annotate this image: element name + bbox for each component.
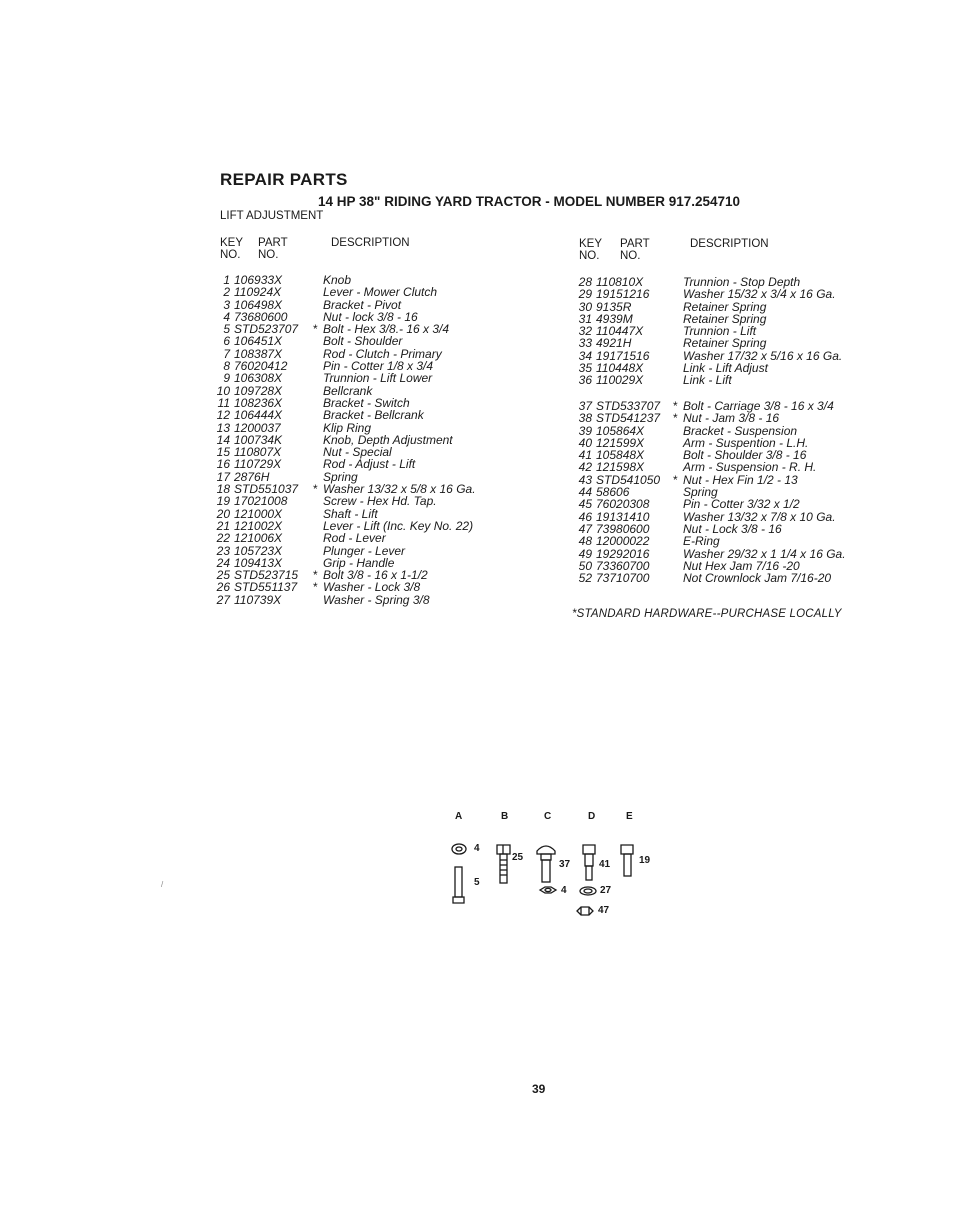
part-key-number: 20 <box>216 506 230 521</box>
part-number: 4921H <box>596 336 632 351</box>
part-key-number: 39 <box>578 423 592 438</box>
part-description: Bracket - Suspension <box>683 423 798 438</box>
part-description: Arm - Suspention - L.H. <box>683 435 809 450</box>
part-number: 17021008 <box>234 494 288 509</box>
part-number: 19151216 <box>596 287 650 302</box>
part-key-number: 42 <box>578 460 592 475</box>
part-description: Spring <box>323 469 358 484</box>
part-number: 110729X <box>234 457 282 472</box>
diagram-callout-c-bottom: 4 <box>561 885 567 896</box>
part-key-number: 7 <box>223 346 230 361</box>
part-description: Bolt - Shoulder 3/8 - 16 <box>683 448 807 463</box>
part-description: Trunnion - Lift <box>683 324 757 339</box>
part-key-number: 10 <box>216 383 230 398</box>
part-description: Lever - Mower Clutch <box>323 285 438 300</box>
diagram-label-b: B <box>501 811 509 822</box>
part-key-number: 13 <box>216 420 230 435</box>
part-description: Trunnion - Lift Lower <box>323 371 433 386</box>
part-number: 105864X <box>596 423 645 438</box>
diagram-callout-e: 19 <box>639 855 651 866</box>
part-number: 9135R <box>596 299 632 314</box>
part-number: 106498X <box>234 297 283 312</box>
part-number: 2876H <box>234 469 270 484</box>
part-description: Bellcrank <box>323 383 373 398</box>
diagram-label-e: E <box>626 811 633 822</box>
part-key-number: 31 <box>578 311 592 326</box>
part-description: Retainer Spring <box>683 311 767 326</box>
part-number: 121599X <box>596 435 645 450</box>
part-description: Nut - lock 3/8 - 16 <box>323 309 418 324</box>
part-key-number: 2 <box>223 285 230 300</box>
part-number: STD533707 <box>596 399 661 413</box>
part-key-number: 21 <box>216 518 230 533</box>
part-number: 73680600 <box>234 309 288 324</box>
header-part-no: NO. <box>620 250 641 262</box>
part-number: 109413X <box>234 555 283 570</box>
table-row <box>574 461 874 473</box>
part-description: E-Ring <box>683 534 720 549</box>
part-number: 121002X <box>234 518 283 533</box>
standard-hardware-mark: * <box>313 580 318 595</box>
left-column-header <box>220 237 520 263</box>
part-key-number: 50 <box>578 558 592 573</box>
part-key-number: 9 <box>223 371 230 386</box>
part-description: Retainer Spring <box>683 336 767 351</box>
part-description: Bolt - Hex 3/8.- 16 x 3/4 <box>323 322 450 337</box>
spring-washer-icon <box>580 887 596 895</box>
part-key-number: 36 <box>578 373 592 388</box>
part-description: Bracket - Bellcrank <box>323 408 424 423</box>
table-row <box>574 498 874 510</box>
table-row <box>214 545 514 557</box>
part-number: 108236X <box>234 395 283 410</box>
part-key-number: 5 <box>223 322 230 337</box>
part-description: Washer 15/32 x 3/4 x 16 Ga. <box>683 287 836 302</box>
part-description: Spring <box>683 485 718 500</box>
part-key-number: 41 <box>578 448 592 463</box>
part-number: 110447X <box>596 324 644 339</box>
part-key-number: 22 <box>216 531 230 546</box>
table-row <box>214 532 514 544</box>
part-description: Bracket - Switch <box>323 395 410 410</box>
table-row <box>214 495 514 507</box>
part-description: Lever - Lift (Inc. Key No. 22) <box>323 518 474 533</box>
diagram-label-a: A <box>455 811 463 822</box>
part-number: 19171516 <box>596 348 650 363</box>
part-description: Klip Ring <box>323 420 372 435</box>
part-key-number: 47 <box>578 521 592 536</box>
part-key-number: 15 <box>216 445 230 460</box>
part-number: 121598X <box>596 460 645 475</box>
part-key-number: 23 <box>216 543 230 558</box>
part-number: 105848X <box>596 448 645 463</box>
part-description: Bracket - Pivot <box>323 297 402 312</box>
hardware-drawings <box>440 805 670 935</box>
part-key-number: 16 <box>216 457 230 472</box>
page-number: 39 <box>532 1082 546 1096</box>
table-row <box>574 535 874 547</box>
part-description: Knob, Depth Adjustment <box>323 432 453 447</box>
part-number: 110739X <box>234 592 282 607</box>
part-key-number: 38 <box>578 411 592 426</box>
part-key-number: 46 <box>578 509 592 524</box>
part-number: STD523707 <box>234 322 299 337</box>
part-description: Pin - Cotter 3/32 x 1/2 <box>683 497 800 512</box>
table-row <box>214 581 514 593</box>
part-number: 106444X <box>234 408 283 423</box>
part-key-number: 18 <box>216 482 230 497</box>
part-description: Nut - Jam 3/8 - 16 <box>683 411 780 426</box>
part-key-number: 27 <box>216 592 230 607</box>
part-number: 58606 <box>596 485 630 500</box>
part-key-number: 35 <box>578 361 592 376</box>
part-key-number: 8 <box>223 359 230 374</box>
page-title: REPAIR PARTS <box>220 170 348 189</box>
part-description: Arm - Suspension - R. H. <box>683 460 817 475</box>
part-description: Plunger - Lever <box>323 543 406 558</box>
part-key-number: 25 <box>216 568 230 583</box>
part-description: Pin - Cotter 1/8 x 3/4 <box>323 359 434 374</box>
table-row <box>214 335 514 347</box>
standard-hardware-mark: * <box>313 322 318 337</box>
part-number: 110807X <box>234 445 282 460</box>
standard-hardware-note: *STANDARD HARDWARE--PURCHASE LOCALLY <box>572 608 842 620</box>
diagram-callout-b: 25 <box>512 852 524 863</box>
part-number: 105723X <box>234 543 283 558</box>
part-key-number: 30 <box>578 299 592 314</box>
part-description: Washer - Spring 3/8 <box>323 592 430 607</box>
table-row <box>574 374 874 386</box>
part-number: STD523715 <box>234 568 299 583</box>
part-description: Rod - Lever <box>323 531 386 546</box>
header-key: KEY <box>220 237 244 249</box>
part-number: 106933X <box>234 273 283 287</box>
standard-hardware-mark: * <box>673 472 678 487</box>
shoulder-bolt-icon <box>583 845 595 880</box>
diagram-callout-d-bottom2: 47 <box>598 905 610 916</box>
part-number: STD541050 <box>596 472 661 487</box>
header-description: DESCRIPTION <box>690 238 769 250</box>
hardware-diagram <box>440 805 670 935</box>
part-description: Washer 13/32 x 5/8 x 16 Ga. <box>323 482 476 497</box>
header-part: PART <box>258 237 288 249</box>
part-number: 106451X <box>234 334 283 349</box>
part-key-number: 6 <box>223 334 230 349</box>
carriage-bolt-icon <box>537 846 555 882</box>
part-key-number: 43 <box>578 472 592 487</box>
part-description: Washer 17/32 x 5/16 x 16 Ga. <box>683 348 843 363</box>
part-number: 73360700 <box>596 558 650 573</box>
part-description: Nut - Lock 3/8 - 16 <box>683 521 782 536</box>
lock-washer-icon <box>452 844 466 854</box>
standard-hardware-mark: * <box>673 411 678 426</box>
table-row <box>574 572 874 584</box>
part-description: Washer - Lock 3/8 <box>323 580 421 595</box>
diagram-callout-c-top: 37 <box>559 859 571 870</box>
bolt-icon <box>497 845 510 883</box>
part-number: 121006X <box>234 531 283 546</box>
part-key-number: 28 <box>578 275 592 289</box>
table-row <box>214 286 514 298</box>
part-number: 19292016 <box>596 546 650 561</box>
table-row <box>214 409 514 421</box>
part-description: Washer 29/32 x 1 1/4 x 16 Ga. <box>683 546 846 561</box>
header-part: PART <box>620 238 650 250</box>
table-row <box>214 594 514 606</box>
table-row <box>214 422 514 434</box>
part-number: 109728X <box>234 383 283 398</box>
part-number: 12000022 <box>596 534 650 549</box>
part-number: 110029X <box>596 373 644 388</box>
part-description: Nut Hex Jam 7/16 -20 <box>683 558 800 573</box>
part-key-number: 32 <box>578 324 592 339</box>
diagram-callout-d-bottom1: 27 <box>600 885 612 896</box>
part-key-number: 34 <box>578 348 592 363</box>
part-number: 110810X <box>596 275 644 289</box>
part-description: Rod - Adjust - Lift <box>323 457 416 472</box>
standard-hardware-mark: * <box>313 482 318 497</box>
part-number: 4939M <box>596 311 633 326</box>
part-number: 73980600 <box>596 521 650 536</box>
part-description: Bolt - Shoulder <box>323 334 403 349</box>
part-key-number: 1 <box>223 273 230 287</box>
table-row <box>574 548 874 560</box>
part-number: 121000X <box>234 506 283 521</box>
part-key-number: 3 <box>223 297 230 312</box>
part-key-number: 37 <box>578 399 592 413</box>
part-number: 1200037 <box>234 420 281 435</box>
header-description: DESCRIPTION <box>331 237 410 249</box>
table-row <box>574 288 874 300</box>
part-key-number: 44 <box>578 485 592 500</box>
hex-screw-icon <box>621 845 633 876</box>
header-key-no: NO. <box>220 249 241 261</box>
part-key-number: 12 <box>216 408 230 423</box>
left-parts-list <box>214 274 514 606</box>
part-key-number: 26 <box>216 580 230 595</box>
section-heading: LIFT ADJUSTMENT <box>220 210 324 222</box>
part-description: Not Crownlock Jam 7/16-20 <box>683 571 832 586</box>
part-key-number: 4 <box>223 309 230 324</box>
part-key-number: 45 <box>578 497 592 512</box>
table-row <box>574 337 874 349</box>
diagram-callout-d-top: 41 <box>599 859 611 870</box>
header-key: KEY <box>579 238 603 250</box>
part-description: Screw - Hex Hd. Tap. <box>323 494 437 509</box>
shoulder-bolt-icon <box>453 867 464 903</box>
part-key-number: 14 <box>216 432 230 447</box>
part-number: 108387X <box>234 346 283 361</box>
part-description: Link - Lift <box>683 373 732 388</box>
part-number: STD551137 <box>234 580 298 595</box>
diagram-label-d: D <box>588 811 596 822</box>
part-description: Knob <box>323 273 352 287</box>
part-number: 106308X <box>234 371 283 386</box>
part-number: 76020308 <box>596 497 650 512</box>
table-row <box>214 372 514 384</box>
part-number: 110924X <box>234 285 282 300</box>
part-number: 110448X <box>596 361 644 376</box>
part-description: Link - Lift Adjust <box>683 361 768 376</box>
table-row <box>214 458 514 470</box>
part-description: Grip - Handle <box>323 555 395 570</box>
part-description: Rod - Clutch - Primary <box>323 346 442 361</box>
part-description: Retainer Spring <box>683 299 767 314</box>
stray-mark: / <box>161 880 164 889</box>
standard-hardware-mark: * <box>673 399 678 413</box>
part-number: 73710700 <box>596 571 650 586</box>
standard-hardware-mark: * <box>313 568 318 583</box>
part-description: Nut - Special <box>323 445 392 460</box>
part-number: 19131410 <box>596 509 650 524</box>
part-description: Trunnion - Stop Depth <box>683 275 801 289</box>
part-key-number: 24 <box>216 555 230 570</box>
part-key-number: 52 <box>578 571 592 586</box>
right-parts-list-a <box>574 276 874 387</box>
part-key-number: 11 <box>217 395 230 410</box>
part-number: 100734K <box>234 432 283 447</box>
part-key-number: 48 <box>578 534 592 549</box>
diagram-callout-a-top: 4 <box>474 843 480 854</box>
part-key-number: 19 <box>216 494 230 509</box>
right-column-header <box>579 238 879 264</box>
part-key-number: 40 <box>578 435 592 450</box>
hex-nut-icon <box>540 887 556 893</box>
lock-nut-icon <box>577 907 593 915</box>
part-description: Bolt - Carriage 3/8 - 16 x 3/4 <box>683 399 834 413</box>
page-subtitle: 14 HP 38" RIDING YARD TRACTOR - MODEL NUMBER 917.254710 <box>318 194 741 209</box>
header-part-no: NO. <box>258 249 279 261</box>
right-parts-list-b <box>574 400 874 584</box>
part-key-number: 33 <box>578 336 592 351</box>
part-description: Nut - Hex Fin 1/2 - 13 <box>683 472 798 487</box>
diagram-callout-a-bottom: 5 <box>474 877 480 888</box>
part-key-number: 49 <box>578 546 592 561</box>
part-key-number: 29 <box>578 287 592 302</box>
part-number: STD541237 <box>596 411 661 426</box>
diagram-label-c: C <box>544 811 552 822</box>
part-description: Shaft - Lift <box>323 506 378 521</box>
part-description: Washer 13/32 x 7/8 x 10 Ga. <box>683 509 836 524</box>
part-key-number: 17 <box>216 469 230 484</box>
header-key-no: NO. <box>579 250 600 262</box>
part-number: 76020412 <box>234 359 288 374</box>
table-row <box>574 412 874 424</box>
part-description: Bolt 3/8 - 16 x 1-1/2 <box>323 568 428 583</box>
part-number: STD551037 <box>234 482 299 497</box>
